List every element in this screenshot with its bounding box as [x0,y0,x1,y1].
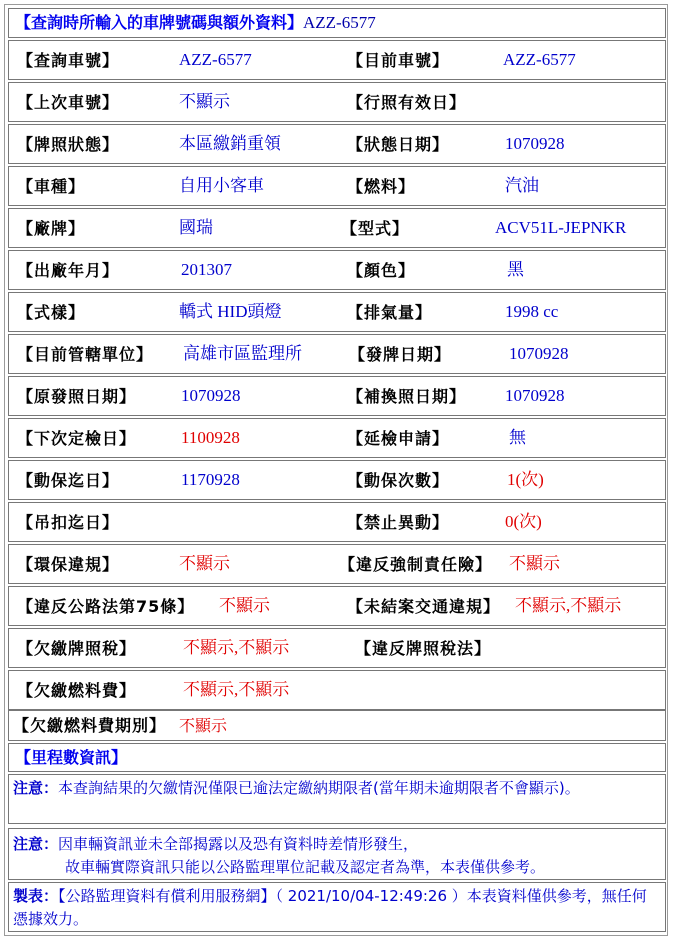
field-label: 【燃料】 [347,177,416,196]
field-label: 【目前車號】 [347,51,450,70]
mileage-row [8,743,666,772]
info-row [8,670,666,710]
note-2-text: 注意：因車輛資訊並未全部揭露以及恐有資料時差情形發生， 故車輛實際資訊只能以公路監理單位記載及認定者為準，本表僅供參考。 [13,835,546,876]
field-value: 不顯示,不顯示 [183,680,290,699]
fuel-period-row [8,710,666,741]
field-label: 【出廠年月】 [17,261,120,280]
field-value: 不顯示 [219,596,270,615]
field-label: 【延檢申請】 [347,429,450,448]
mileage-label: 【里程數資訊】 [15,748,128,767]
field-label: 【未結案交通違規】 [347,597,501,616]
field-label: 【牌照狀態】 [17,135,120,154]
info-row [8,292,666,332]
info-row [8,82,666,122]
field-value: ACV51L-JEPNKR [495,218,627,237]
field-label: 【違反強制責任險】 [339,555,493,574]
footer-text: 製表：【公路監理資料有償利用服務網】（ 2021/10/04-12:49:26 ）本表資料僅供參考，無任何憑據效力。 [13,887,647,928]
report-footer [8,882,666,932]
field-label: 【上次車號】 [17,93,120,112]
header-plate: AZZ-6577 [303,13,376,32]
field-value: 黑 [507,260,524,279]
field-label: 【補換照日期】 [347,387,467,406]
field-label: 【目前管轄單位】 [17,345,154,364]
info-row [8,544,666,584]
field-value: 不顯示,不顯示 [515,596,622,615]
field-label: 【排氣量】 [347,303,433,322]
field-label: 【動保次數】 [347,471,450,490]
field-value: 不顯示 [509,554,560,573]
footer-head: 製表： [13,887,59,905]
field-value: 1100928 [181,428,240,447]
info-row [8,586,666,626]
field-label: 【查詢車號】 [17,51,120,70]
report-header [8,8,666,38]
field-value: 轎式 HID頭燈 [179,302,282,321]
field-value: 1070928 [505,134,565,153]
field-value: 國瑞 [179,218,213,237]
field-label: 【禁止異動】 [347,513,450,532]
info-row [8,334,666,374]
field-value: 1170928 [181,470,240,489]
field-value: 0(次) [505,512,542,531]
note-1 [8,774,666,824]
field-value: 汽油 [505,176,539,195]
field-label: 【車種】 [17,177,86,196]
field-value: 1070928 [509,344,569,363]
field-label: 【違反公路法第75條】 [17,597,195,616]
field-value: 1070928 [181,386,241,405]
field-label: 【欠繳牌照稅】 [17,639,137,658]
info-row [8,376,666,416]
fuel-period-value: 不顯示 [179,716,228,735]
field-label: 【廠牌】 [17,219,86,238]
field-value: 無 [509,428,526,447]
field-value: 201307 [181,260,232,279]
field-label: 【環保違規】 [17,555,120,574]
field-value: 高雄市區監理所 [183,344,302,363]
info-row [8,208,666,248]
info-row [8,124,666,164]
field-label: 【欠繳燃料費】 [17,681,137,700]
info-row [8,40,666,80]
field-value: 不顯示 [179,92,230,111]
field-label: 【原發照日期】 [17,387,137,406]
info-row [8,166,666,206]
note-2-head: 注意： [13,835,59,853]
field-value: 自用小客車 [179,176,264,195]
field-value: AZZ-6577 [503,50,576,69]
field-value: AZZ-6577 [179,50,252,69]
note-2 [8,828,666,880]
field-label: 【型式】 [341,219,410,238]
field-value: 1998 cc [505,302,559,321]
note-1-head: 注意： [13,779,59,797]
header-title: 【查詢時所輸入的車牌號碼與額外資料】AZZ-6577 [15,13,376,32]
field-label: 【吊扣迄日】 [17,513,120,532]
field-label: 【式樣】 [17,303,86,322]
field-value: 1(次) [507,470,544,489]
field-label: 【行照有效日】 [347,93,467,112]
field-label: 【發牌日期】 [349,345,452,364]
note-1-text: 注意：本查詢結果的欠繳情況僅限已逾法定繳納期限者(當年期未逾期限者不會顯示)。 [13,779,580,797]
info-row [8,460,666,500]
field-value: 不顯示,不顯示 [183,638,290,657]
info-row [8,418,666,458]
field-label: 【顏色】 [347,261,416,280]
info-row [8,250,666,290]
fuel-period-label: 【欠繳燃料費期別】 [13,716,167,735]
info-row [8,628,666,668]
field-value: 本區繳銷重領 [179,134,281,153]
field-value: 不顯示 [179,554,230,573]
field-label: 【下次定檢日】 [17,429,137,448]
field-label: 【違反牌照稅法】 [355,639,492,658]
info-row [8,502,666,542]
field-value: 1070928 [505,386,565,405]
field-label: 【狀態日期】 [347,135,450,154]
field-label: 【動保迄日】 [17,471,120,490]
